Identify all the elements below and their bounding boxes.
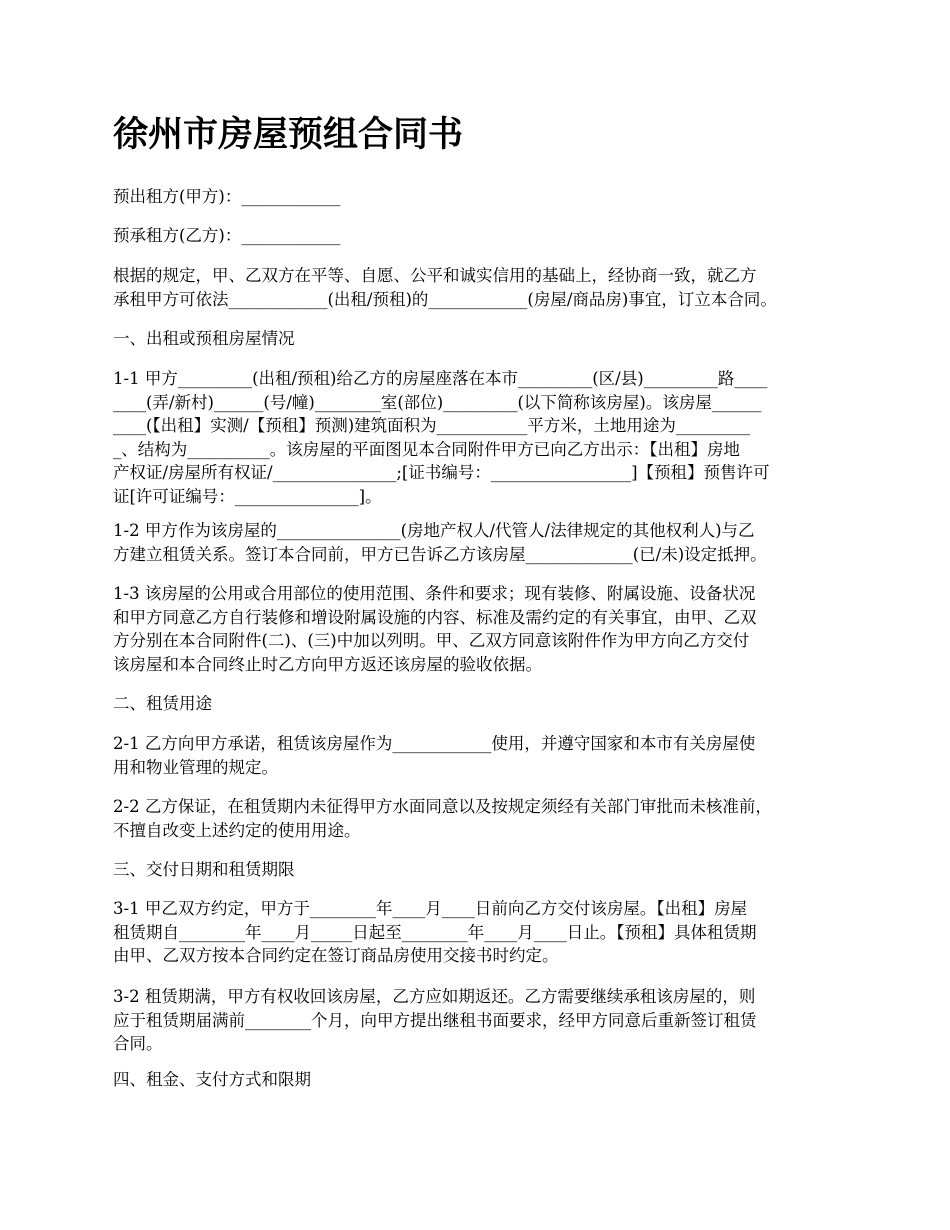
text-line: 用和物业管理的规定。: [113, 757, 278, 777]
lessee-line: [113, 224, 843, 248]
section-heading-1: [113, 327, 843, 351]
text-line: 根据的规定，甲、乙双方在平等、自愿、公平和诚实信用的基础上，经协商一致，就乙方: [113, 266, 757, 285]
text-line: 和甲方同意乙方自行装修和增设附属设施的内容、标准及需约定的有关事宜，由甲、乙双: [113, 607, 757, 627]
text-line: _、结构为__________。该房屋的平面图见本合同附件甲方已向乙方出示：【出租】房地: [113, 439, 740, 459]
text-line: 1-2 甲方作为该房屋的_______________(房地产权人/代管人/法律规定的其他权利人)与乙: [113, 521, 755, 540]
text-line: 产权证/房屋所有权证/_______________;[证书编号：_________________]【预租】预售许可: [113, 463, 770, 482]
clause-2-1: [113, 732, 843, 779]
text-line: 承租甲方可依法____________(出租/预租)的____________(房屋/商品房)事宜，订立本合同。: [113, 289, 777, 309]
text-line: 该房屋和本合同终止时乙方向甲方返还该房屋的验收依据。: [113, 654, 542, 674]
text-line: ____(弄/新村)______(号/幢)________室(部位)_________(以下简称该房屋)。该房屋______: [113, 392, 762, 412]
text-line: 由甲、乙双方按本合同约定在签订商品房使用交接书时约定。: [113, 946, 559, 965]
document-title: 徐州市房屋预组合同书: [113, 115, 464, 155]
text-line: 2-1 乙方向甲方承诺，租赁该房屋作为____________使用，并遵守国家和本市有关房屋使: [113, 734, 756, 753]
text-line: 1-3 该房屋的公用或合用部位的使用范围、条件和要求；现有装修、附属设施、设备状况: [113, 584, 756, 603]
preamble-paragraph: [113, 264, 843, 311]
clause-3-1: [113, 897, 843, 968]
text-line: 方建立租赁关系。签订本合同前，甲方已告诉乙方该房屋_____________(已/未)设定抵押。: [113, 544, 767, 564]
text-line: 租赁期自________年____月_____日起至________年____月____日止。【预租】具体租赁期: [113, 922, 757, 942]
text-line: 一、出租或预租房屋情况: [113, 329, 295, 348]
clause-2-2: [113, 795, 843, 842]
text-line: 四、租金、支付方式和限期: [113, 1070, 311, 1089]
text-line: 1-1 甲方_________(出租/预租)给乙方的房屋座落在本市_________(区/县)_________路____: [113, 369, 768, 388]
text-line: 证[许可证编号：_______________]。: [113, 486, 382, 506]
text-line: 不擅自改变上述约定的使用用途。: [113, 820, 361, 840]
clause-3-2: [113, 985, 843, 1056]
text-line: 预出租方(甲方)：____________: [113, 187, 341, 206]
text-line: ____(【出租】实测/【预租】预测)建筑面积为___________平方米，土地用途为_________: [113, 416, 751, 435]
text-line: 2-2 乙方保证，在租赁期内未征得甲方水面同意以及按规定须经有关部门审批而未核准前，: [113, 797, 772, 816]
clause-1-1: [113, 367, 843, 508]
section-heading-2: [113, 692, 843, 716]
section-heading-3: [113, 858, 843, 882]
lessor-line: [113, 185, 843, 209]
text-line: 应于租赁期届满前________个月，向甲方提出继租书面要求，经甲方同意后重新签订租赁: [113, 1010, 757, 1030]
text-line: 方分别在本合同附件(二)、(三)中加以列明。甲、乙双方同意该附件作为甲方向乙方交付: [113, 631, 750, 650]
clause-1-3: [113, 582, 843, 676]
text-line: 3-1 甲乙双方约定，甲方于________年____月____日前向乙方交付该房屋。【出租】房屋: [113, 899, 748, 918]
text-line: 预承租方(乙方)：____________: [113, 226, 341, 245]
text-line: 二、租赁用途: [113, 694, 212, 713]
clause-1-2: [113, 519, 843, 566]
section-heading-4: [113, 1068, 843, 1092]
text-line: 3-2 租赁期满，甲方有权收回该房屋，乙方应如期返还。乙方需要继续承租该房屋的，则: [113, 987, 756, 1006]
text-line: 合同。: [113, 1034, 163, 1053]
text-line: 三、交付日期和租赁期限: [113, 860, 295, 879]
